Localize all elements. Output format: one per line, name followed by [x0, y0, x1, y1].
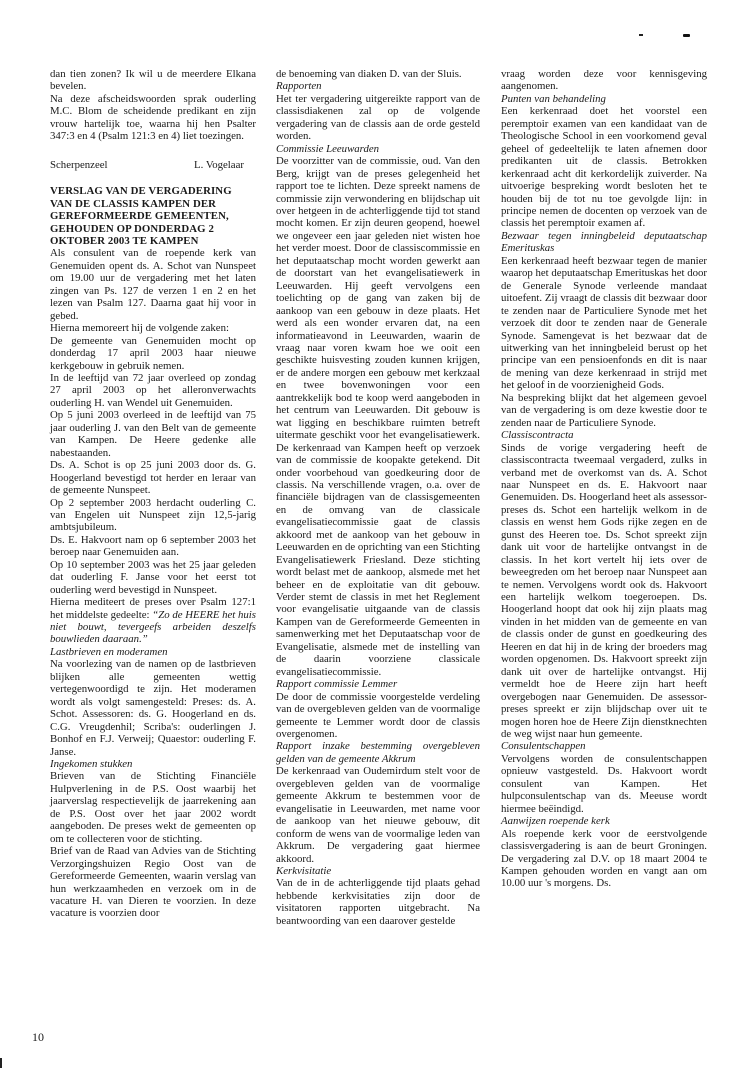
paragraph-text: Een kerkenraad heeft bezwaar tegen de manier waarop het deputaatschap Emerituskas het door de Generale Synode verleende mandaat uitoefent. Zij vraagt de classis dit bezwaar door te zenden naar de Particuliere Synode met het verzoek dit door te zenden naar de Generale Synode. Samengevat is het bezwaar dat de uitwerking van het inningbeleid berust op het principe van een pensioenfonds en dit is naar de mening van deze kerkenraad in strijd met het geloof in de voorzienigheid Gods. [501, 254, 707, 392]
paragraph [501, 392, 707, 429]
paragraph-text: Commissie Leeuwarden [276, 142, 380, 155]
paragraph [50, 770, 256, 845]
section-heading [501, 230, 707, 255]
signature-place: Scherpenzeel [50, 158, 108, 171]
paragraph-text: Een kerkenraad doet het voorstel een peremptoir examen van een kandidaat van de Theologische School in een voorkomend geval geheel of gedeeltelijk te laten afnemen door predikanten uit de classis. Betrokken kerkenraad acht dit kerkordelijk zuiverder. Na uitvoerige bespreking wordt besloten het te houden bij de tot nu toe gevolgde lijn: in principe nemen de docenten op verzoek van de classis het peremptoir examen af. [501, 105, 707, 230]
section-heading [276, 80, 480, 92]
paragraph-text: dan tien zonen? Ik wil u de meerdere Elkana bevelen. [50, 68, 256, 93]
paragraph-text: Op 2 september 2003 herdacht ouderling C. van Engelen uit Nunspeet zijn 12,5-jarig ambtsjubileum. [50, 496, 256, 534]
paragraph [50, 335, 256, 372]
section-heading [501, 429, 707, 441]
paragraph-text: De gemeente van Genemuiden mocht op donderdag 17 april 2003 haar nieuwe kerkgebouw in gebruik nemen. [50, 334, 256, 372]
paragraph-text: In de leeftijd van 72 jaar overleed op zondag 27 april 2003 op het alleronverwachts ouderling H. van Wendel uit Genemuiden. [50, 371, 256, 409]
paragraph-text: Brief van de Raad van Advies van de Stichting Verzorgingshuizen Regio Oost van de Gereformeerde Gemeenten, waarin verslag van hun werkzaamheden en verzoek om in de vacature H. van Dieren te voorzien. In deze vacature is voorzien door [50, 845, 256, 920]
paragraph [50, 459, 256, 496]
paragraph [276, 691, 480, 741]
report-title: VERSLAG VAN DE VERGADERING VAN DE CLASSIS KAMPEN DER GEREFORMEERDE GEMEENTEN, GEHOUDEN OP DONDERDAG 2 OKTOBER 2003 TE KAMPEN [50, 185, 232, 247]
section-heading [501, 93, 707, 105]
paragraph [50, 68, 256, 93]
paragraph-text: Lastbrieven en moderamen [50, 645, 168, 658]
paragraph-text: De kerkenraad van Oudemirdum stelt voor de overgebleven gelden van de voormalige gemeente Akkrum te bestemmen voor de evangelisatie in Leeuwarden, met name voor de aankoop van het nieuwe gebouw, dit conform de wens van de voormalige leden van Akkrum. De vergadering gaat hiermee akkoord. [276, 765, 480, 865]
paragraph-text: Aanwijzen roepende kerk [501, 815, 610, 828]
paragraph [50, 247, 256, 322]
paragraph [276, 93, 480, 143]
column-right [501, 68, 707, 890]
paragraph-text: Vervolgens worden de consulentschappen opnieuw vastgesteld. Ds. Hakvoort wordt consulent van Kampen. Het hulpconsulentschap van ds. Meeuse wordt hiermee beëindigd. [501, 752, 707, 815]
paragraph-text: Op 5 juni 2003 overleed in de leeftijd van 75 jaar ouderling J. van den Belt van de gemeente van Kampen. De Heere gedenke alle nabestaanden. [50, 409, 256, 459]
paragraph [50, 409, 256, 459]
paragraph [50, 658, 256, 758]
paragraph-text: de benoeming van diaken D. van der Sluis. [276, 68, 462, 80]
paragraph-text: Rapport commissie Lemmer [276, 678, 398, 691]
paragraph-text: Classiscontracta [501, 429, 574, 442]
section-heading [276, 740, 480, 765]
signature-line [50, 159, 256, 171]
paragraph-text: Kerkvisitatie [276, 865, 332, 877]
quote-text: “Zo de HEERE het huis niet bouwt, tevergeefs arbeiden deszelfs bouwlieden daaraan.” [50, 608, 256, 646]
paragraph-text: Punten van behandeling [501, 92, 606, 105]
paragraph-text: Bezwaar tegen inningbeleid deputaatschap Emerituskas [501, 229, 707, 255]
paragraph-text: Na bespreking blijkt dat het algemeen gevoel van de vergadering is om deze kwestie door te zenden naar de Particuliere Synode. [501, 391, 707, 429]
section-heading [276, 678, 480, 690]
paragraph-text: Van de in de achterliggende tijd plaats gehad hebbende kerkvisitaties zijn door de visitatoren rapporten uitgebracht. Na beantwoording van een daarover gestelde [276, 877, 480, 927]
scan-edge [0, 1058, 2, 1068]
paragraph [50, 596, 256, 646]
column-left [50, 68, 256, 920]
paragraph [50, 497, 256, 534]
page-number: 10 [32, 1030, 44, 1044]
paragraph [501, 753, 707, 815]
paragraph-text: Ds. A. Schot is op 25 juni 2003 door ds. G. Hoogerland bevestigd tot herder en leraar van de gemeente Nunspeet. [50, 459, 256, 497]
paragraph-text: Sinds de vorige vergadering heeft de classiscontracta tweemaal vergaderd, zulks in verband met de overkomst van ds. A. Schot naar Nunspeet en ds. E. Hakvoort naar Genemuiden. Ds. Hoogerland heet als assessor-preses ds. Schot een hartelijk welkom in de classis en wenst hem Gods rijke zegen en de gunst des Heeren toe. Ds. Schot spreekt zijn dank uit voor de hartelijke ontvangst in de classis. In het kort vertelt hij iets over de beweegreden om het beroep naar Nunspeet aan te nemen. Vervolgens wordt ook ds. Hakvoort een hartelijk welkom toegeroepen. Ds. Hoogerland hoopt dat ook hij zijn plaats mag vinden in het midden van de gemeente en van de classis onder de gunst en goedkeuring des Heeren en dat hij in de kring der broeders mag worden opgenomen. Ds. Hakvoort spreekt zijn dank uit over de hartelijke ontvangst. Hij vermeldt hoe de Heere zijn hart heeft overgebogen naar Genemuiden. De assessor-preses spreekt er zijn blijdschap over uit te mogen horen hoe de Heere Zijn dienstknechten de weg wijst naar hun gemeente. [501, 441, 707, 741]
paragraph [276, 155, 480, 678]
paragraph-text: Na deze afscheidswoorden sprak ouderling M.C. Blom de scheidende predikant en zijn vrouw hartelijk toe, waarna hij hen Psalter 347:3 en 4 (Psalm 121:3 en 4) liet toezingen. [50, 92, 256, 143]
section-heading [501, 815, 707, 827]
paragraph [501, 68, 707, 93]
paragraph-text: Hierna mediteert de preses over Psalm 127:1 het middelste gedeelte: [50, 596, 256, 621]
signature-name: L. Vogelaar [194, 158, 244, 171]
column-middle [276, 68, 480, 927]
paragraph-text: Hierna memoreert hij de volgende zaken: [50, 322, 229, 335]
paragraph-text: De voorzitter van de commissie, oud. Van den Berg, krijgt van de preses gelegenheid het rapport toe te lichten. Deze spreekt namens de commissie zijn verwondering en blijdschap uit over hetgeen in de achterliggende tijd tot stand mocht komen. Er zijn deuren geopend, hoewel we ongeveer een jaar geleden niet wisten hoe het verder moest. Door de classiscommissie en het deputaatschap mocht worden gewerkt aan de doorstart van het evangelisatiewerk in Leeuwarden. Hij geeft vervolgens een toelichting op de gang van zaken bij de aankoop van een gebouw in deze plaats. Het werd als een wonder ervaren dat, na een informatieavond in Leeuwarden, waarin de vraag naar voren kwam hoe we ooit een geschikte huisvesting zouden kunnen krijgen, er de andere morgen een gebouw met kerkzaal en twee bovenwoningen voor een aantrekkelijk bod te koop werd aangeboden in het centrum van Leeuwarden. Dit gebouw is wat ligging en beschikbare ruimten betreft uitermate geschikt voor het evangelisatiewerk. De kerkenraad van Kampen heeft op verzoek van de commissie de koopakte getekend. Dit onder voorbehoud van goedkeuring door de classis. Na verschillende vragen, o.a. over de financiële bijdragen van de classisgemeenten en de omvang van de classicale evangelisatiecommissie gaat de classis akkoord met de aankoop van het gebouw in Leeuwarden en de oprichting van een Stichting Evangelisatiewerk Friesland. Deze stichting wordt belast met de aankoop, alsmede met het beheer en de exploitatie van dit gebouw. Verder stemt de classis in met het Reglement voor evangelisatie uitgaande van de classis Kampen van de Gereformeerde Gemeenten in samenwerking met het Deputaatschap voor de Evangelisatie, alsmede met de instelling van de daarin voorziene classicale evangelisatiecommissie. [276, 155, 480, 678]
paragraph [50, 322, 256, 334]
section-heading [50, 758, 256, 770]
section-heading [276, 143, 480, 155]
paragraph-text: Als consulent van de roepende kerk van Genemuiden opent ds. A. Schot van Nunspeet om 19.00 uur de vergadering met het laten zingen van Ps. 127 de verzen 1 en 2 en het lezen van Psalm 127. Daarna gaat hij voor in gebed. [50, 247, 256, 322]
paragraph-text: Op 10 september 2003 was het 25 jaar geleden dat ouderling F. Janse voor het eerst tot ouderling werd bevestigd in Nunspeet. [50, 558, 256, 596]
paragraph-text: Ds. E. Hakvoort nam op 6 september 2003 het beroep naar Genemuiden aan. [50, 533, 256, 559]
scan-speck [683, 34, 690, 37]
paragraph-text: De door de commissie voorgestelde verdeling van de overgebleven gelden van de voormalige gemeente te Lemmer wordt door de classis overgenomen. [276, 690, 480, 741]
section-heading [276, 865, 480, 877]
paragraph-text: Na voorlezing van de namen op de lastbrieven blijken alle gemeenten wettig vertegenwoordigd te zijn. Het moderamen wordt als volgt samengesteld: Preses: ds. A. Schot. Assessoren: ds. G. Hoogerland en ds. C.G. Vreugdenhil; Scriba's: ouderlingen J. Bonhof en F.J. Verweij; Quaestor: ouderling F. Janse. [50, 658, 256, 758]
paragraph [276, 877, 480, 927]
paragraph-text: Rapporten [276, 80, 322, 93]
paragraph [501, 105, 707, 230]
paragraph-text: Ingekomen stukken [50, 758, 133, 771]
paragraph-text: Rapport inzake bestemming overgebleven gelden van de gemeente Akkrum [276, 740, 480, 765]
paragraph [501, 255, 707, 392]
scan-speck [639, 34, 643, 36]
paragraph-text: vraag worden deze voor kennisgeving aangenomen. [501, 68, 707, 93]
paragraph [50, 845, 256, 920]
paragraph [50, 93, 256, 143]
paragraph [501, 442, 707, 741]
paragraph [276, 68, 480, 80]
paragraph [50, 559, 256, 596]
paragraph [501, 828, 707, 890]
section-heading [50, 646, 256, 658]
paragraph-text: Consulentschappen [501, 740, 586, 753]
paragraph-text: Het ter vergadering uitgereikte rapport van de classisdiakenen zal op de volgende vergadering van de classis aan de orde gesteld worden. [276, 92, 480, 143]
section-heading [501, 740, 707, 752]
paragraph [50, 372, 256, 409]
paragraph [276, 765, 480, 865]
paragraph-text: Brieven van de Stichting Financiële Hulpverlening in de P.S. Oost waarbij het jaarverslag respectievelijk de jaarrekening aan de P.S. Oost over het jaar 2002 wordt aangeboden. De preses wekt de gemeenten op om te collecteren voor de stichting. [50, 770, 256, 845]
paragraph [50, 534, 256, 559]
paragraph-text: Als roepende kerk voor de eerstvolgende classisvergadering is aan de beurt Groningen. De vergadering zal D.V. op 18 maart 2004 te Kampen gehouden worden en vangt aan om 10.00 uur 's morgens. Ds. [501, 827, 707, 890]
